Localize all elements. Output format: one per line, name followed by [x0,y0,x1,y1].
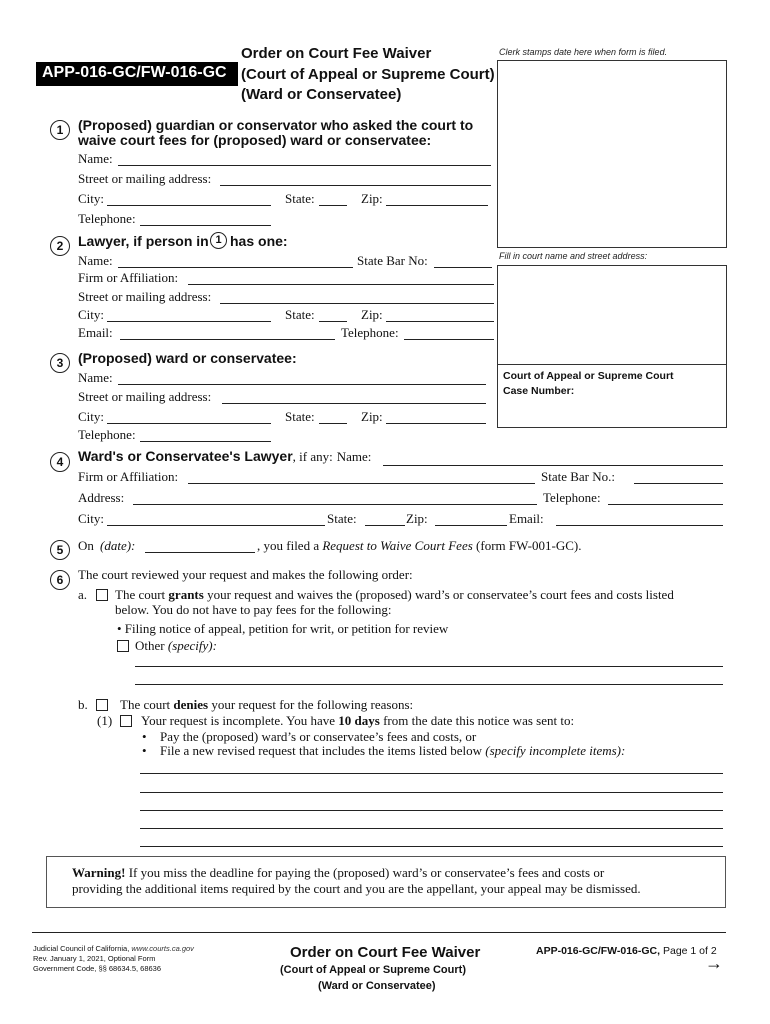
section-2-pre: Lawyer, if person in [78,233,209,249]
s4-firm-field[interactable] [188,483,535,484]
s2-zip-label: Zip: [361,307,383,322]
title-line2: (Court of Appeal or Supreme Court) [241,66,495,83]
court-name-note: Fill in court name and street address: [499,251,648,261]
s4-email-label: Email: [509,511,544,526]
s1-state-label: State: [285,191,315,206]
s2-street-field[interactable] [220,303,494,304]
s4-state-field[interactable] [365,525,405,526]
footer-divider [32,932,726,933]
s6b1-pre: Your request is incomplete. You have [141,713,336,728]
case-label1: Court of Appeal or Supreme Court [503,370,674,382]
clerk-stamp-note: Clerk stamps date here when form is filed. [499,47,668,57]
s2-telephone-field[interactable] [404,339,494,340]
section-6-number: 6 [50,570,70,590]
footer-rev: Rev. January 1, 2021, Optional Form [33,954,156,963]
section-4-heading [78,448,371,466]
s2-city-label: City: [78,307,105,322]
s3-zip-label: Zip: [361,409,383,424]
clerk-stamp-box [497,60,727,248]
s6a-other-checkbox[interactable] [117,640,129,652]
section-4-number: 4 [50,452,70,472]
s2-statebar-field[interactable] [434,267,492,268]
s6b1-items-field-3[interactable] [140,810,723,811]
s3-city-field[interactable] [107,423,271,424]
s5-request-name: Request to Waive Court Fees [322,538,473,553]
s2-firm-label: Firm or Affiliation: [78,270,179,285]
s1-zip-label: Zip: [361,191,383,206]
footer-title2: (Court of Appeal or Supreme Court) [280,964,466,976]
footer-form-line [536,945,717,957]
s5-date-label: (date): [100,538,136,553]
s6b1-line [141,713,574,729]
s1-state-field[interactable] [319,205,347,206]
s2-name-label: Name: [78,253,113,268]
section-4-title: Ward's or Conservatee's Lawyer [78,448,293,464]
s6a-bullet: • Filing notice of appeal, petition for writ, or petition for review [117,621,449,636]
s4-zip-label: Zip: [406,511,428,526]
section-5-number: 5 [50,540,70,560]
s4-name-field[interactable] [383,465,723,466]
s6a-other-field-1[interactable] [135,666,723,667]
s1-street-field[interactable] [220,185,491,186]
s4-statebar-label: State Bar No.: [541,469,616,484]
section-3-number: 3 [50,353,70,373]
warning-line1 [72,865,604,881]
s2-email-label: Email: [78,325,113,340]
section-2-ref: 1 [210,232,227,249]
s6b1-post: from the date this notice was sent to: [383,713,575,728]
s6b1-incomplete-checkbox[interactable] [120,715,132,727]
s6b1-bullet2-italic: (specify incomplete items): [485,743,626,758]
section-1-title2: waive court fees for (proposed) ward or conservatee: [78,132,432,148]
s2-telephone-label: Telephone: [341,325,399,340]
footer-council-line [33,944,194,953]
s6b1-items-field-4[interactable] [140,828,723,829]
s6b-post: your request for the following reasons: [211,697,414,712]
s6a-post: your request and waives the (proposed) ward’s or conservatee’s court fees and costs listed [207,587,674,602]
s4-telephone-field[interactable] [608,504,723,505]
section-2-number: 2 [50,236,70,256]
section-2-post: has one: [230,233,288,249]
s6b-label: b. [78,697,88,712]
case-label2: Case Number: [503,385,575,397]
s2-name-field[interactable] [118,267,353,268]
s6b1-bullet2-line [160,743,625,759]
s5-sentence [257,538,581,554]
s6-intro: The court reviewed your request and makes the following order: [78,567,413,582]
form-id: APP-016-GC/FW-016-GC [42,64,227,81]
title-line1: Order on Court Fee Waiver [241,45,432,62]
s1-name-label: Name: [78,151,113,166]
s1-street-label: Street or mailing address: [78,171,212,186]
s6b-line [120,697,413,713]
warning-text1: If you miss the deadline for paying the (proposed) ward’s or conservatee’s fees and costs or [128,865,605,880]
s6a-grants: grants [168,587,204,602]
footer-code: Government Code, §§ 68634.5, 68636 [33,964,162,973]
s2-city-field[interactable] [107,321,271,322]
s1-name-field[interactable] [118,165,491,166]
s3-name-field[interactable] [118,384,486,385]
s6a-line1 [115,587,674,603]
footer-url[interactable]: www.courts.ca.gov [131,944,194,953]
s6a-other-line [135,638,217,654]
section-1-number: 1 [50,120,70,140]
s3-zip-field[interactable] [386,423,486,424]
warning-label: Warning! [72,865,126,880]
s4-city-field[interactable] [107,525,325,526]
s4-firm-label: Firm or Affiliation: [78,469,179,484]
s1-telephone-label: Telephone: [78,211,136,226]
s4-city-label: City: [78,511,105,526]
s6b1-items-field-2[interactable] [140,792,723,793]
s6b1-bullet1-dot: • [142,729,147,744]
s3-telephone-field[interactable] [140,441,271,442]
s5-on: On [78,538,94,553]
s4-zip-field[interactable] [435,525,507,526]
s6b1-items-field-1[interactable] [140,773,723,774]
s5-mid: , you filed a [257,538,320,553]
s3-city-label: City: [78,409,105,424]
s2-email-field[interactable] [120,339,335,340]
s3-telephone-label: Telephone: [78,427,136,442]
s6a-other: Other [135,638,165,653]
s6b1-days: 10 days [338,713,380,728]
s6b-denies: denies [173,697,209,712]
title-line3: (Ward or Conservatee) [241,86,402,103]
s6a-grant-checkbox[interactable] [96,589,108,601]
next-page-arrow-icon[interactable]: → [705,953,723,973]
s5-tail: (form FW-001-GC). [476,538,582,553]
footer-title3: (Ward or Conservatee) [318,980,436,992]
section-3-title: (Proposed) ward or conservatee: [78,350,297,366]
s6b1-items-field-5[interactable] [140,846,723,847]
s6a-specify: (specify): [167,638,217,653]
s4-telephone-label: Telephone: [543,490,601,505]
footer-title1: Order on Court Fee Waiver [290,944,481,961]
s4-address-label: Address: [78,490,125,505]
footer-form-id: APP-016-GC/FW-016-GC, [536,945,661,957]
s2-street-label: Street or mailing address: [78,289,212,304]
s3-street-label: Street or mailing address: [78,389,212,404]
section-4-ifany: , if any: [292,449,333,464]
s6b1-bullet1: Pay the (proposed) ward’s or conservatee’s fees and costs, or [160,729,477,744]
s4-address-field[interactable] [133,504,537,505]
s6a-other-field-2[interactable] [135,684,723,685]
s2-zip-field[interactable] [386,321,494,322]
warning-line2: providing the additional items required by the court and you are the appellant, your appeal may be dismissed. [72,881,641,896]
footer-page: Page 1 of 2 [662,945,717,957]
s6b1-bullet2-dot: • [142,743,147,758]
s1-telephone-field[interactable] [140,225,271,226]
s1-city-label: City: [78,191,105,206]
s3-name-label: Name: [78,370,113,385]
s3-state-label: State: [285,409,315,424]
s6a-line2: below. You do not have to pay fees for the following: [115,602,392,617]
section-1-title1: (Proposed) guardian or conservator who asked the court to [78,117,474,133]
s4-name-label: Name: [336,449,372,464]
s5-date-field[interactable] [145,552,255,553]
s6a-pre: The court [115,587,166,602]
s2-statebar-label: State Bar No: [357,253,428,268]
s4-state-label: State: [327,511,357,526]
s3-state-field[interactable] [319,423,347,424]
s3-street-field[interactable] [222,403,486,404]
s6b-pre: The court [120,697,171,712]
footer-council: Judicial Council of California, [33,944,130,953]
court-name-box[interactable] [497,265,727,365]
s2-state-label: State: [285,307,315,322]
s4-email-field[interactable] [556,525,723,526]
s6b1-label: (1) [97,713,113,728]
s2-firm-field[interactable] [188,284,494,285]
s6b1-bullet2: File a new revised request that includes the items listed below [160,743,483,758]
s1-zip-field[interactable] [386,205,488,206]
s2-state-field[interactable] [319,321,347,322]
s1-city-field[interactable] [107,205,271,206]
s6a-label: a. [78,587,88,602]
s6b-deny-checkbox[interactable] [96,699,108,711]
s4-statebar-field[interactable] [634,483,723,484]
